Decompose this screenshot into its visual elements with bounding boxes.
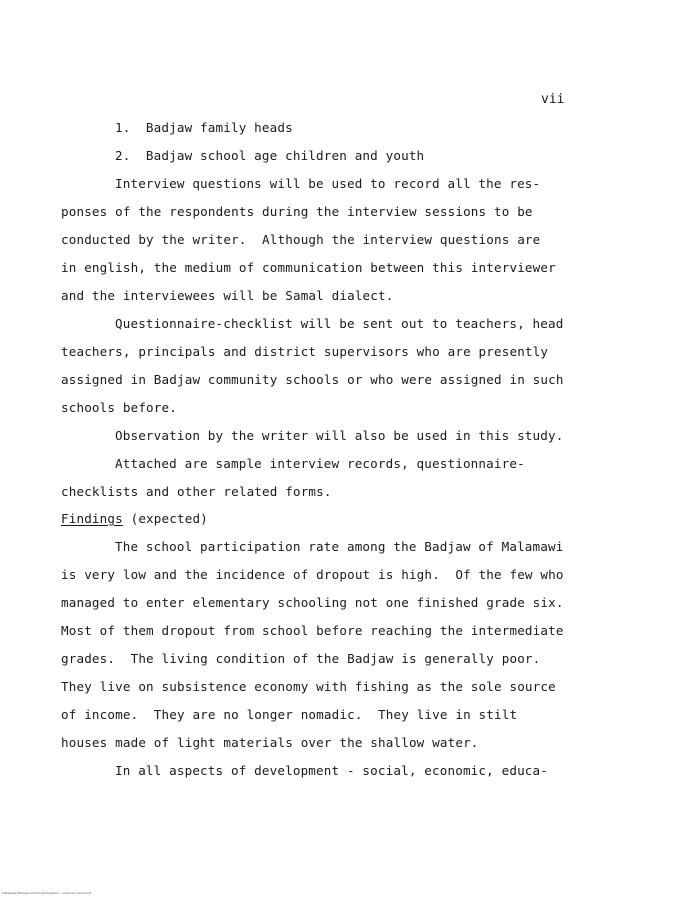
findings-line: Most of them dropout from school before reaching the intermediate [61, 623, 564, 638]
paragraph-line: conducted by the writer. Although the interview questions are [61, 232, 541, 247]
paragraph-line: ponses of the respondents during the interview sessions to be [61, 204, 533, 219]
findings-line: They live on subsistence economy with fishing as the sole source [61, 679, 556, 694]
paragraph-line: Attached are sample interview records, questionnaire- [115, 456, 525, 471]
findings-line: In all aspects of development - social, economic, educa- [115, 763, 548, 778]
findings-line: is very low and the incidence of dropout is high. Of the few who [61, 567, 564, 582]
paragraph-line: Interview questions will be used to record all the res- [115, 176, 541, 191]
paragraph-line: in english, the medium of communication between this interviewer [61, 260, 556, 275]
paragraph-line: checklists and other related forms. [61, 484, 332, 499]
list-item-2: 2. Badjaw school age children and youth [115, 148, 425, 163]
paragraph-line: Questionnaire-checklist will be sent out to teachers, head [115, 316, 564, 331]
findings-heading-suffix: (expected) [122, 511, 208, 526]
findings-line: The school participation rate among the Badjaw of Malamawi [115, 539, 564, 554]
findings-line: managed to enter elementary schooling not one finished grade six. [61, 595, 564, 610]
paragraph-line: Observation by the writer will also be used in this study. [115, 428, 564, 443]
list-item-1: 1. Badjaw family heads [115, 120, 293, 135]
findings-line: of income. They are no longer nomadic. They live in stilt [61, 707, 518, 722]
paragraph-line: teachers, principals and district supervisors who are presently [61, 344, 549, 359]
paragraph-line: schools before. [61, 400, 177, 415]
scan-footer: Malamawi Badjaw school participation · scanned document [2, 891, 92, 895]
findings-line: houses made of light materials over the shallow water. [61, 735, 479, 750]
findings-heading-title: Findings [61, 511, 123, 526]
paragraph-line: and the interviewees will be Samal dialect. [61, 288, 394, 303]
findings-heading [61, 511, 208, 527]
page-number: vii [541, 92, 565, 107]
findings-line: grades. The living condition of the Badjaw is generally poor. [61, 651, 541, 666]
paragraph-line: assigned in Badjaw community schools or who were assigned in such [61, 372, 564, 387]
